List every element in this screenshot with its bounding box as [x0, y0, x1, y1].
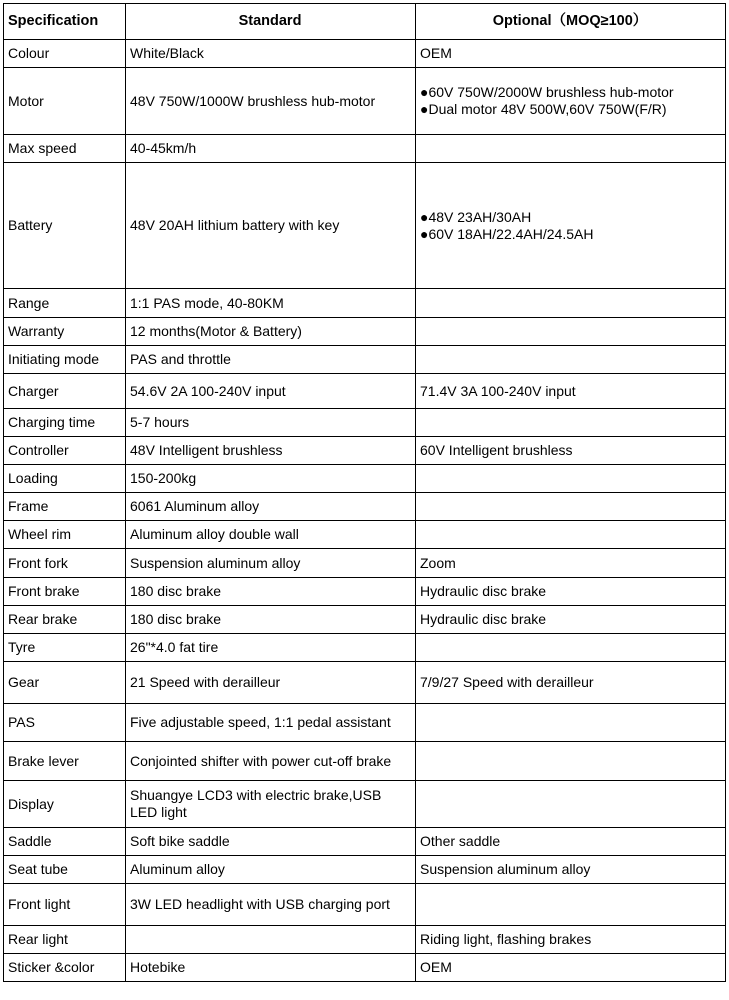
table-row: [4, 704, 726, 742]
standard-value-cell: 5-7 hours: [126, 409, 416, 437]
optional-value-cell: [416, 374, 726, 409]
optional-value-line: ●Dual motor 48V 500W,60V 750W(F/R): [420, 101, 667, 117]
standard-value-cell: Suspension aluminum alloy: [126, 549, 416, 578]
optional-value-cell: [416, 742, 726, 781]
optional-value-cell: [416, 634, 726, 662]
table-row: [4, 856, 726, 884]
optional-value-line: 71.4V 3A 100-240V input: [420, 382, 576, 399]
standard-value-cell: 3W LED headlight with USB charging port: [126, 884, 416, 926]
optional-value-line: ●60V 18AH/22.4AH/24.5AH: [420, 225, 594, 242]
standard-value-cell: 6061 Aluminum alloy: [126, 493, 416, 521]
standard-value-cell: Aluminum alloy: [126, 856, 416, 884]
spec-name-cell: Front fork: [4, 549, 126, 578]
table-row: [4, 521, 726, 549]
header-specification: Specification: [4, 4, 126, 40]
table-row: [4, 926, 726, 954]
optional-value-cell: [416, 135, 726, 163]
standard-value-cell: 54.6V 2A 100-240V input: [126, 374, 416, 409]
standard-value-cell: 48V 750W/1000W brushless hub-motor: [126, 68, 416, 135]
optional-value-cell: [416, 465, 726, 493]
optional-value-cell: [416, 437, 726, 465]
optional-value-line: Hydraulic disc brake: [420, 583, 547, 599]
spec-name-cell: Tyre: [4, 634, 126, 662]
spec-name-cell: Motor: [4, 68, 126, 135]
spec-name-cell: Initiating mode: [4, 346, 126, 374]
optional-value-cell: [416, 318, 726, 346]
optional-value-cell: [416, 521, 726, 549]
standard-value-cell: White/Black: [126, 40, 416, 68]
optional-value-line: Zoom: [420, 554, 456, 571]
optional-value-line: OEM: [420, 45, 452, 61]
spec-name-cell: Saddle: [4, 828, 126, 856]
optional-value-cell: [416, 493, 726, 521]
table-row: [4, 828, 726, 856]
standard-value-cell: 1:1 PAS mode, 40-80KM: [126, 289, 416, 318]
optional-value-line: Suspension aluminum alloy: [420, 861, 591, 877]
spec-name-cell: Front brake: [4, 578, 126, 606]
optional-value-cell: [416, 68, 726, 135]
spec-name-cell: Sticker &color: [4, 954, 126, 982]
standard-value-cell: Hotebike: [126, 954, 416, 982]
optional-value-cell: [416, 40, 726, 68]
optional-value-cell: [416, 704, 726, 742]
optional-value-cell: [416, 884, 726, 926]
optional-value-cell: [416, 163, 726, 289]
standard-value-cell: PAS and throttle: [126, 346, 416, 374]
spec-name-cell: Warranty: [4, 318, 126, 346]
standard-value-cell: Conjointed shifter with power cut-off brake: [126, 742, 416, 781]
header-row: [4, 4, 726, 40]
table-row: [4, 781, 726, 828]
standard-value-cell: 21 Speed with derailleur: [126, 662, 416, 704]
spec-name-cell: Wheel rim: [4, 521, 126, 549]
standard-value-cell: 12 months(Motor & Battery): [126, 318, 416, 346]
standard-value-cell: Five adjustable speed, 1:1 pedal assistant: [126, 704, 416, 742]
table-row: [4, 40, 726, 68]
optional-value-line: ●48V 23AH/30AH: [420, 208, 532, 225]
optional-value-cell: [416, 856, 726, 884]
table-row: [4, 346, 726, 374]
standard-value-cell: 26"*4.0 fat tire: [126, 634, 416, 662]
spec-name-cell: Display: [4, 781, 126, 828]
table-row: [4, 374, 726, 409]
spec-name-cell: Charger: [4, 374, 126, 409]
table-row: [4, 318, 726, 346]
table-row: [4, 742, 726, 781]
optional-value-cell: [416, 926, 726, 954]
optional-value-cell: [416, 954, 726, 982]
standard-value-cell: Soft bike saddle: [126, 828, 416, 856]
table-row: [4, 549, 726, 578]
spec-name-cell: Charging time: [4, 409, 126, 437]
standard-value-cell: Aluminum alloy double wall: [126, 521, 416, 549]
standard-value-cell: 150-200kg: [126, 465, 416, 493]
spec-name-cell: Seat tube: [4, 856, 126, 884]
optional-value-line: Riding light, flashing brakes: [420, 931, 592, 947]
table-row: [4, 954, 726, 982]
optional-value-line: 60V Intelligent brushless: [420, 442, 573, 458]
table-row: [4, 437, 726, 465]
spec-name-cell: Rear brake: [4, 606, 126, 634]
table-row: [4, 465, 726, 493]
optional-value-cell: [416, 606, 726, 634]
spec-name-cell: Rear light: [4, 926, 126, 954]
spec-name-cell: Frame: [4, 493, 126, 521]
spec-name-cell: Brake lever: [4, 742, 126, 781]
table-row: [4, 634, 726, 662]
spec-name-cell: Colour: [4, 40, 126, 68]
optional-value-cell: [416, 578, 726, 606]
spec-table: [3, 3, 726, 982]
table-row: [4, 163, 726, 289]
table-row: [4, 662, 726, 704]
standard-value-cell: Shuangye LCD3 with electric brake,USB LED light: [126, 781, 416, 828]
table-row: [4, 578, 726, 606]
optional-value-line: Hydraulic disc brake: [420, 611, 547, 627]
standard-value-cell: 180 disc brake: [126, 606, 416, 634]
optional-value-line: ●60V 750W/2000W brushless hub-motor: [420, 84, 674, 100]
optional-value-cell: [416, 549, 726, 578]
header-standard: Standard: [126, 4, 416, 40]
table-row: [4, 884, 726, 926]
spec-name-cell: Front light: [4, 884, 126, 926]
optional-value-line: Other saddle: [420, 833, 501, 849]
standard-value-cell: 180 disc brake: [126, 578, 416, 606]
table-row: [4, 68, 726, 135]
optional-value-line: OEM: [420, 959, 452, 975]
optional-value-cell: [416, 409, 726, 437]
standard-value-cell: 48V Intelligent brushless: [126, 437, 416, 465]
spec-name-cell: PAS: [4, 704, 126, 742]
optional-value-cell: [416, 346, 726, 374]
standard-value-cell: [126, 926, 416, 954]
table-row: [4, 606, 726, 634]
table-row: [4, 135, 726, 163]
standard-value-cell: 48V 20AH lithium battery with key: [126, 163, 416, 289]
optional-value-cell: [416, 828, 726, 856]
spec-name-cell: Controller: [4, 437, 126, 465]
standard-value-cell: 40-45km/h: [126, 135, 416, 163]
spec-name-cell: Max speed: [4, 135, 126, 163]
spec-name-cell: Battery: [4, 163, 126, 289]
header-optional: Optional（MOQ≥100）: [416, 4, 726, 40]
spec-name-cell: Loading: [4, 465, 126, 493]
optional-value-cell: [416, 662, 726, 704]
table-row: [4, 493, 726, 521]
spec-name-cell: Gear: [4, 662, 126, 704]
optional-value-cell: [416, 289, 726, 318]
spec-name-cell: Range: [4, 289, 126, 318]
table-row: [4, 289, 726, 318]
optional-value-line: 7/9/27 Speed with derailleur: [420, 674, 594, 690]
table-row: [4, 409, 726, 437]
optional-value-cell: [416, 781, 726, 828]
spec-body: [4, 40, 726, 982]
